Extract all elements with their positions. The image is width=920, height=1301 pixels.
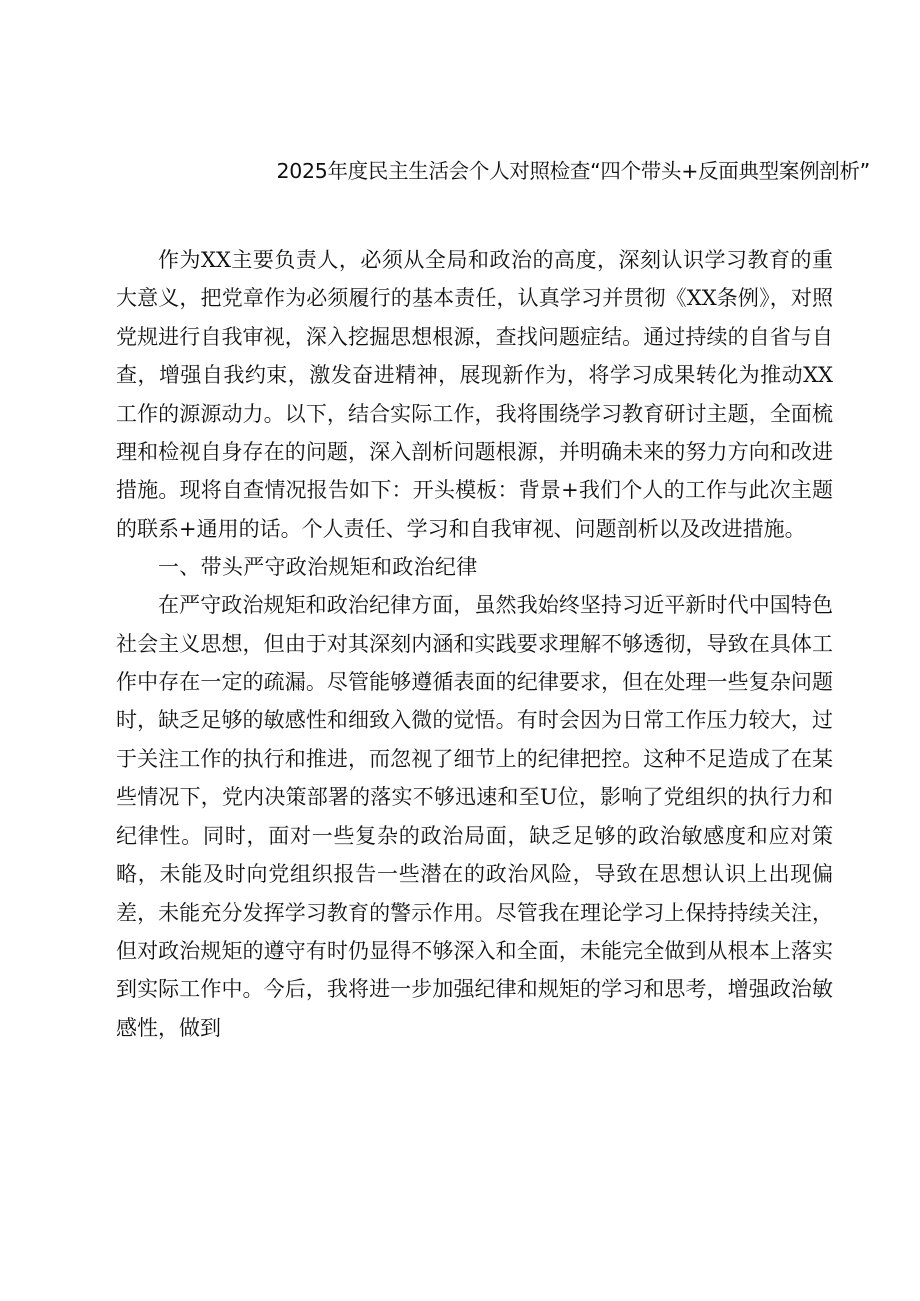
section-heading: 一、带头严守政治规矩和政治纪律 (158, 555, 478, 580)
intro-paragraph: 作为XX主要负责人，必须从全局和政治的高度，深刻认识学习教育的重大意义，把党章作为必须履行的基本责任，认真学习并贯彻《XX条例》，对照党规进行自我审视，深入挖掘思想根源，查找问题症结。通过持续的自省与自查，增强自我约束，激发奋进精神，展现新作为，将学习成果转化为推动XX工作的源源动力。以下，结合实际工作，我将围绕学习教育研讨主题，全面梳理和检视自身存在的问题，深入剖析问题根源，并明确未来的努力方向和改进措施。现将自查情况报告如下：开头模板：背景+我们个人的工作与此次主题的联系+通用的话。个人责任、学习和自我审视、问题剖析以及改进措施。 (116, 248, 833, 541)
document-body (116, 241, 833, 1047)
section-paragraph: 在严守政治规矩和政治纪律方面，虽然我始终坚持习近平新时代中国特色社会主义思想，但由于对其深刻内涵和实践要求理解不够透彻，导致在具体工作中存在一定的疏漏。尽管能够遵循表面的纪律要求，但在处理一些复杂问题时，缺乏足够的敏感性和细致入微的觉悟。有时会因为日常工作压力较大，过于关注工作的执行和推进，而忽视了细节上的纪律把控。这种不足造成了在某些情况下，党内决策部署的落实不够迅速和至U位，影响了党组织的执行力和纪律性。同时，面对一些复杂的政治局面，缺乏足够的政治敏感度和应对策略，未能及时向党组织报告一些潜在的政治风险，导致在思想认识上出现偏差，未能充分发挥学习教育的警示作用。尽管我在理论学习上保持持续关注，但对政治规矩的遵守有时仍显得不够深入和全面，未能完全做到从根本上落实到实际工作中。今后，我将进一步加强纪律和规矩的学习和思考，增强政治敏感性，做到 (116, 593, 833, 1040)
document-title: 2025年度民主生活会个人对照检查“四个带头+反面典型案例剖析” (276, 159, 870, 183)
